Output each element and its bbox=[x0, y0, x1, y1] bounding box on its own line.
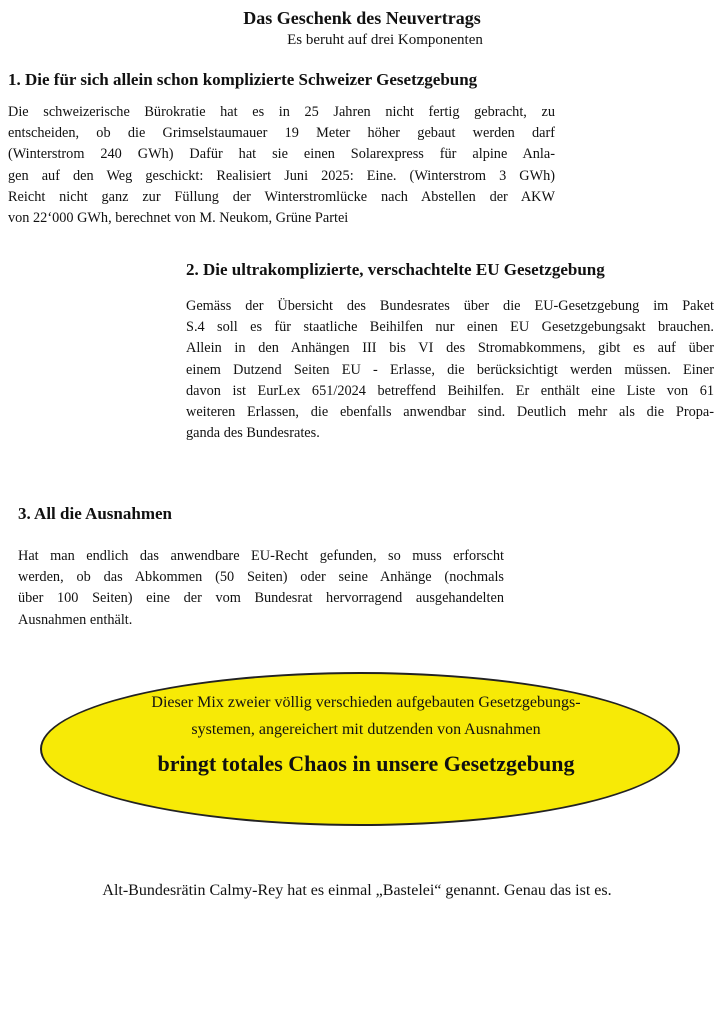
section-2-body bbox=[186, 296, 714, 444]
section-3-line: Hat man endlich das anwendbare EU-Recht gefunden, so muss erforscht bbox=[18, 548, 504, 564]
section-2-heading: 2. Die ultrakomplizierte, verschachtelte EU Gesetzgebung bbox=[186, 260, 605, 279]
section-3-line: Ausnahmen enthält. bbox=[18, 611, 133, 628]
section-3-body bbox=[18, 546, 504, 631]
section-1-line: entscheiden, ob die Grimselstaumauer 19 Meter höher gebaut werden darf bbox=[8, 125, 555, 142]
document-title: Das Geschenk des Neuvertrags bbox=[243, 8, 481, 28]
section-1-body bbox=[8, 102, 555, 229]
section-2-line: weiteren Erlassen, die ebenfalls anwendbar sind. Deutlich mehr als die Propa- bbox=[186, 404, 714, 421]
section-3-line: werden, ob das Abkommen (50 Seiten) oder seine Anhänge (nochmals bbox=[18, 569, 504, 586]
section-1-line: von 22‘000 GWh, berechnet von M. Neukom, Grüne Partei bbox=[8, 210, 349, 227]
document-subtitle: Es beruht auf drei Komponenten bbox=[287, 32, 483, 48]
section-1-line: Die schweizerische Bürokratie hat es in 25 Jahren nicht fertig gebracht, zu bbox=[8, 104, 555, 120]
section-2-line: einem Dutzend Seiten EU - Erlasse, die berücksichtigt werden müssen. Einer bbox=[186, 361, 714, 378]
section-1-line: gen auf den Weg geschickt: Realisiert Juni 2025: Eine. (Winterstrom 3 GWh) bbox=[8, 167, 555, 184]
section-2-line: S.4 soll es für staatliche Beihilfen nur einen EU Gesetzgebungsakt brauchen. bbox=[186, 319, 714, 336]
section-2-line: Allein in den Anhängen III bis VI des Stromabkommens, gibt es auf über bbox=[186, 340, 714, 357]
callout-emphasis: bringt totales Chaos in unsere Gesetzgebung bbox=[157, 751, 575, 776]
section-2-line: Gemäss der Übersicht des Bundesrates über die EU-Gesetzgebung im Paket bbox=[186, 298, 714, 314]
section-1-heading: 1. Die für sich allein schon komplizierte Schweizer Gesetzgebung bbox=[8, 70, 478, 89]
callout-line-1: Dieser Mix zweier völlig verschieden aufgebauten Gesetzgebungs- bbox=[151, 694, 581, 711]
section-3-line: über 100 Seiten) eine der vom Bundesrat hervorragend ausgehandelten bbox=[18, 590, 504, 607]
section-1-line: (Winterstrom 240 GWh) Dafür hat sie einen Solarexpress für alpine Anla- bbox=[8, 146, 555, 163]
section-2-line: ganda des Bundesrates. bbox=[186, 425, 320, 442]
callout-line-2: systemen, angereichert mit dutzenden von Ausnahmen bbox=[191, 721, 541, 738]
section-3-heading: 3. All die Ausnahmen bbox=[18, 504, 172, 523]
section-2-line: davon ist EurLex 651/2024 betreffend Beihilfen. Er enthält eine Liste von 61 bbox=[186, 382, 714, 399]
section-1-line: Reicht nicht ganz zur Füllung der Winterstromlücke nach Abstellen der AKW bbox=[8, 188, 555, 205]
closing-quote: Alt-Bundesrätin Calmy-Rey hat es einmal „Bastelei“ genannt. Genau das ist es. bbox=[102, 882, 612, 899]
